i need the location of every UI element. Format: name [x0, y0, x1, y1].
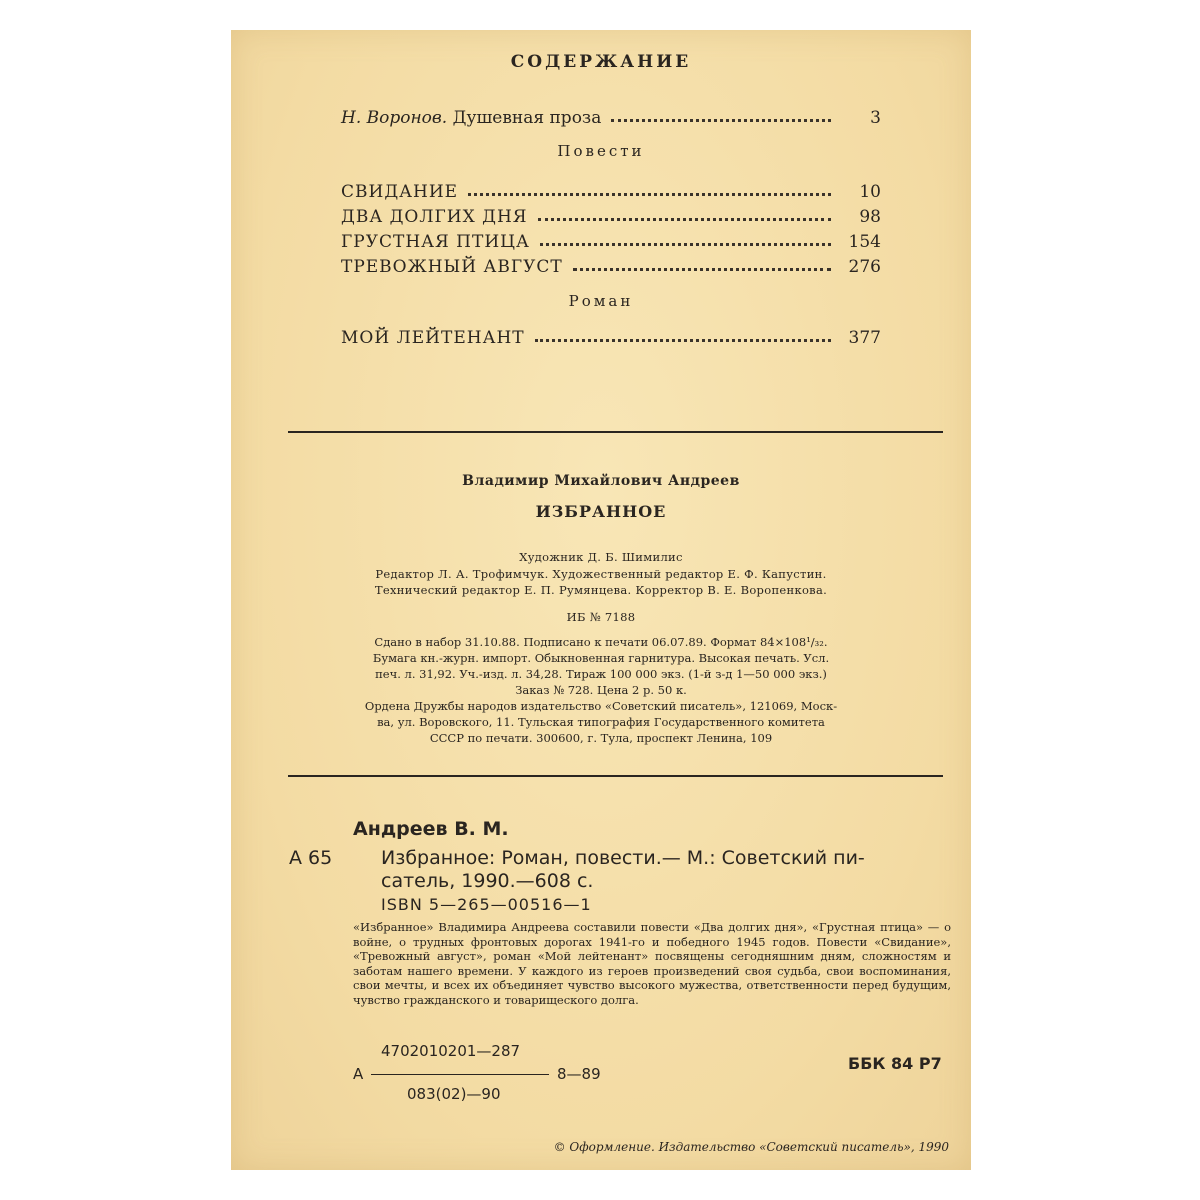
copyright-notice — [231, 1140, 949, 1154]
toc-title: МОЙ ЛЕЙТЕНАНТ — [341, 328, 525, 348]
toc-row-preface — [341, 102, 881, 128]
toc-leader-dots — [611, 119, 831, 122]
classification-code-letter: А — [353, 1065, 364, 1083]
section-heading-roman: Роман — [568, 292, 634, 310]
section-heading-povesti: Повести — [557, 142, 645, 160]
contents-title: СОДЕРЖАНИЕ — [510, 52, 692, 72]
toc-row — [341, 176, 881, 202]
editors-credit: Редактор Л. А. Трофимчук. Художественный редактор Е. Ф. Капустин. — [375, 567, 827, 581]
imprint-line: СССР по печати. 300600, г. Тула, проспект Ленина, 109 — [429, 731, 773, 745]
toc-page-number: 10 — [859, 182, 881, 202]
tech-editor-credit: Технический редактор Е. П. Румянцева. Корректор В. Е. Воропенкова. — [374, 583, 828, 597]
toc-leader-dots — [540, 243, 831, 246]
toc-title: ТРЕВОЖНЫЙ АВГУСТ — [341, 257, 563, 277]
copyright-symbol: © — [553, 1140, 566, 1154]
toc-row — [341, 226, 881, 252]
imprint-line: Бумага кн.-журн. импорт. Обыкновенная гарнитура. Высокая печать. Усл. — [372, 651, 830, 665]
imprint-line: Сдано в набор 31.10.88. Подписано к печати 06.07.89. Формат 84×108¹/₃₂. — [374, 635, 828, 649]
annotation: «Избранное» Владимира Андреева составили повести «Два долгих дня», «Грустная птица» — о войне, о трудных фронтовых дорогах 1941-го и победного 1945 годов. Повести «Свидание», «Тревожный август», роман «Мой лейтенант» посвящены сегодняшним дням, сложностям и заботам нашего времени. У каждого из героев произведений своя судьба, свои воспоминания, свои мечты, и всех их объединяет чувство высокого мужества, ответственности перед будущим, чувство гражданского и товарищеского долга. — [353, 920, 951, 1007]
ib-number: ИБ № 7188 — [566, 610, 636, 624]
bbk-code: ББК 84 Р7 — [848, 1054, 942, 1073]
preface-author: Н. Воронов. — [341, 108, 448, 128]
book-page — [231, 30, 971, 1170]
catalog-author: Андреев В. М. — [353, 818, 509, 840]
toc-page-number: 98 — [859, 207, 881, 227]
catalog-description-line: сатель, 1990.—608 с. — [381, 870, 594, 892]
toc-title: ГРУСТНАЯ ПТИЦА — [341, 232, 530, 252]
catalog-code: А 65 — [289, 847, 333, 869]
divider-rule — [288, 431, 943, 433]
toc-leader-dots — [538, 218, 832, 221]
toc-row — [341, 251, 881, 277]
isbn: ISBN 5—265—00516—1 — [381, 895, 592, 914]
toc-row — [341, 201, 881, 227]
preface-title: Душевная проза — [452, 108, 602, 128]
catalog-description-line: Избранное: Роман, повести.— М.: Советский пи- — [381, 847, 865, 869]
imprint-line: Заказ № 728. Цена 2 р. 50 к. — [515, 683, 687, 697]
toc-title: СВИДАНИЕ — [341, 182, 459, 202]
classification-code-top: 4702010201—287 — [381, 1042, 521, 1060]
toc-title: ДВА ДОЛГИХ ДНЯ — [341, 207, 528, 227]
imprint-author: Владимир Михайлович Андреев — [462, 473, 740, 489]
toc-page-number: 377 — [848, 328, 881, 348]
toc-row — [341, 322, 881, 348]
toc-page-number: 276 — [848, 257, 881, 277]
fraction-line — [371, 1074, 549, 1075]
toc-page-number: 3 — [870, 108, 881, 128]
classification-code-right: 8—89 — [557, 1065, 601, 1083]
artist-credit: Художник Д. Б. Шимилис — [519, 550, 683, 564]
toc-leader-dots — [468, 193, 831, 196]
divider-rule — [288, 775, 943, 777]
imprint-line: ва, ул. Воровского, 11. Тульская типография Государственного комитета — [377, 715, 825, 729]
toc-leader-dots — [535, 339, 831, 342]
toc-page-number: 154 — [848, 232, 881, 252]
imprint-line: печ. л. 31,92. Уч.-изд. л. 34,28. Тираж 100 000 экз. (1-й з-д 1—50 000 экз.) — [375, 667, 827, 681]
imprint-line: Ордена Дружбы народов издательство «Советский писатель», 121069, Моск- — [364, 699, 838, 713]
classification-code-bottom: 083(02)—90 — [407, 1085, 501, 1103]
book-title: ИЗБРАННОЕ — [535, 502, 667, 521]
copyright-text: Оформление. Издательство «Советский писатель», 1990 — [569, 1140, 949, 1154]
toc-leader-dots — [573, 268, 831, 271]
